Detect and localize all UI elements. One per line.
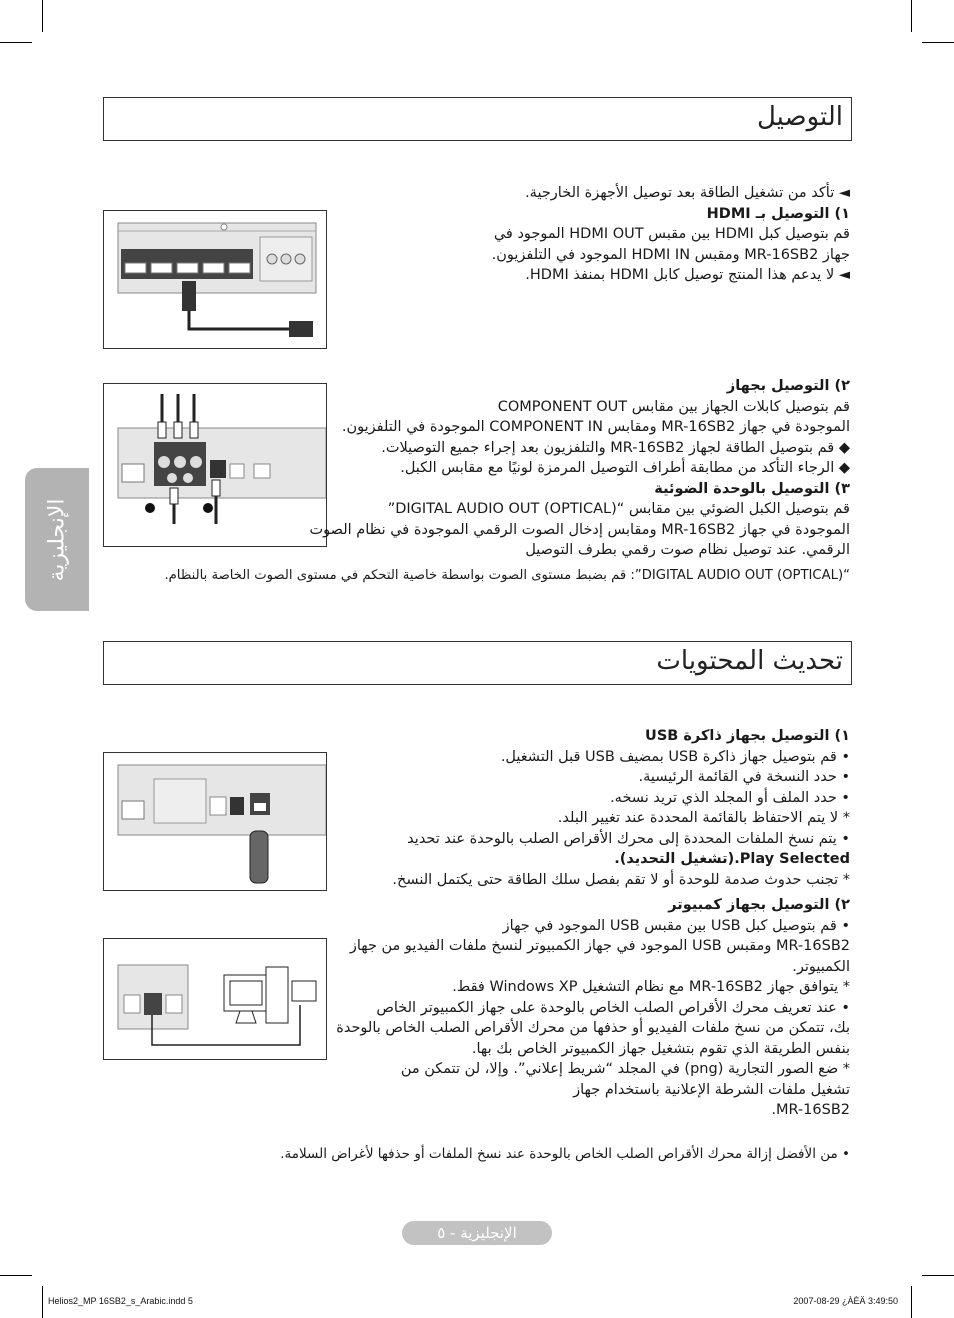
language-side-tab — [25, 468, 89, 611]
subheading: ٣) التوصيل بالوحدة الضوئية — [654, 480, 850, 497]
text-line: * ضع الصور التجارية (png) في المجلد “شريط إعلاني”. وإلا، لن تتمكن من — [400, 1061, 850, 1077]
text-line: • قم بتوصيل كبل USB بين مقبس USB الموجود في جهاز — [502, 917, 850, 934]
crop-mark — [911, 1286, 912, 1318]
component-connection-figure — [103, 383, 327, 547]
text-line: بك، تتمكن من نسخ ملفات الفيديو أو حذفها من محرك الأقراص الصلب الخاص بالوحدة — [336, 1020, 850, 1036]
text-line: ◄ لا يدعم هذا المنتج توصيل كابل HDMI بمنفذ HDMI. — [525, 267, 850, 283]
pc-connection-figure — [103, 938, 327, 1060]
text-line: تشغيل ملفات الشرطة الإعلانية باستخدام جهاز — [573, 1081, 850, 1098]
text-line: MR-16SB2. — [771, 1102, 850, 1118]
date-slug: 2007-08-29 ¿ÀÈÄ 3:49:50 — [793, 1296, 898, 1306]
section-title: تحديث المحتويات — [656, 646, 843, 676]
crop-mark — [911, 0, 912, 32]
text-line: • يتم نسخ الملفات المحددة إلى محرك الأقراص الصلب بالوحدة عند تحديد — [407, 830, 850, 847]
file-slug: Helios2_MP 16SB2_s_Arabic.indd 5 — [48, 1296, 193, 1306]
crop-mark — [922, 42, 954, 43]
component-optical-instructions — [309, 376, 850, 561]
text-line: • عند تعريف محرك الأقراص الصلب الخاص بالوحدة على جهاز الكمبيوتر الخاص — [376, 999, 850, 1016]
crop-mark — [0, 42, 32, 43]
subheading: ٢) التوصيل بجهاز كمبيوتر — [668, 897, 850, 913]
safety-note — [110, 1144, 850, 1165]
crop-mark — [42, 0, 43, 32]
crop-mark — [922, 1275, 954, 1276]
text-line: * لا يتم الاحتفاظ بالقائمة المحددة عند تغيير البلد. — [557, 810, 850, 826]
text-line: ◆ قم بتوصيل الطاقة لجهاز MR-16SB2 والتلفزيون بعد إجراء جميع التوصيلات. — [381, 439, 850, 456]
text-line: قم بتوصيل الكبل الضوئي بين مقابس “DIGITAL AUDIO OUT (OPTICAL)” — [387, 501, 850, 517]
page-number-pill — [402, 1221, 552, 1245]
text-line: قم بتوصيل كبل HDMI بين مقبس HDMI OUT الموجود في — [493, 226, 850, 242]
component-diagram-illustration — [104, 384, 326, 546]
hdmi-connection-figure — [103, 210, 327, 349]
usb-instructions — [330, 726, 850, 1121]
text-line: * يتوافق جهاز MR-16SB2 مع نظام التشغيل Windows XP فقط. — [452, 979, 850, 995]
section-header-connection — [103, 97, 852, 141]
text-line: Play Selected.(تشغيل التحديد). — [614, 851, 850, 867]
text-line: بنفس الطريقة الذي تقوم بتشغيل جهاز الكمبيوتر الخاص بك بها. — [471, 1040, 850, 1057]
text-line: “DIGITAL AUDIO OUT (OPTICAL)”: قم بضبط مستوى الصوت بواسطة خاصية التحكم في مستوى الصوت الخاصة بالنظام. — [164, 568, 850, 583]
text-line: • من الأفضل إزالة محرك الأقراص الصلب الخاص بالوحدة عند نسخ الملفات أو حذفها لأغراض السلامة. — [280, 1146, 850, 1162]
optical-note — [110, 566, 850, 587]
subheading: ١) التوصيل بجهاز ذاكرة USB — [645, 728, 850, 744]
text-line: قم بتوصيل كابلات الجهاز بين مقابس COMPONENT OUT — [497, 398, 850, 415]
hdmi-diagram-illustration — [104, 211, 326, 348]
side-tab-label: الإنجليزية — [44, 498, 70, 581]
crop-mark — [0, 1275, 32, 1276]
text-line: * تجنب حدوث صدمة للوحدة أو لا تقم بفصل سلك الطاقة حتى يكتمل النسخ. — [392, 871, 850, 888]
page-label: الإنجليزية - ٥ — [437, 1224, 517, 1242]
text-line: الموجودة في جهاز MR-16SB2 ومقابس COMPONENT IN الموجودة في التلفزيون. — [341, 419, 850, 435]
text-line: • حدد الملف أو المجلد الذي تريد نسخه. — [610, 789, 850, 806]
usb-memory-figure — [103, 752, 327, 891]
subheading: ٢) التوصيل بجهاز — [726, 378, 850, 394]
text-line: الكمبيوتر. — [792, 958, 850, 975]
section-header-update-contents — [103, 641, 852, 685]
subheading: ١) التوصيل بـ HDMI — [706, 205, 850, 222]
text-line: • حدد النسخة في القائمة الرئيسية. — [638, 769, 850, 785]
text-line: جهاز MR-16SB2 ومقبس HDMI IN الموجود في التلفزيون. — [491, 246, 850, 263]
text-line: • قم بتوصيل جهاز ذاكرة USB بمضيف USB قبل التشغيل. — [500, 748, 850, 765]
section-title: التوصيل — [756, 102, 843, 132]
text-line: MR-16SB2 ومقبس USB الموجود في جهاز الكمبيوتر لنسخ ملفات الفيديو من جهاز — [349, 938, 850, 954]
crop-mark — [42, 1286, 43, 1318]
text-line: ◆ الرجاء التأكد من مطابقة أطراف التوصيل المرمزة لونيًا مع مقابس الكبل. — [400, 460, 850, 476]
hdmi-instructions — [330, 183, 850, 286]
text-line: الرقمي. عند توصيل نظام صوت رقمي بطرف التوصيل — [525, 542, 850, 558]
pc-connection-illustration — [104, 939, 326, 1059]
text-line: الموجودة في جهاز MR-16SB2 ومقابس إدخال الصوت الرقمي الموجودة في نظام الصوت — [309, 521, 850, 538]
text-line: ◄ تأكد من تشغيل الطاقة بعد توصيل الأجهزة الخارجية. — [525, 185, 850, 201]
usb-memory-illustration — [104, 753, 326, 890]
